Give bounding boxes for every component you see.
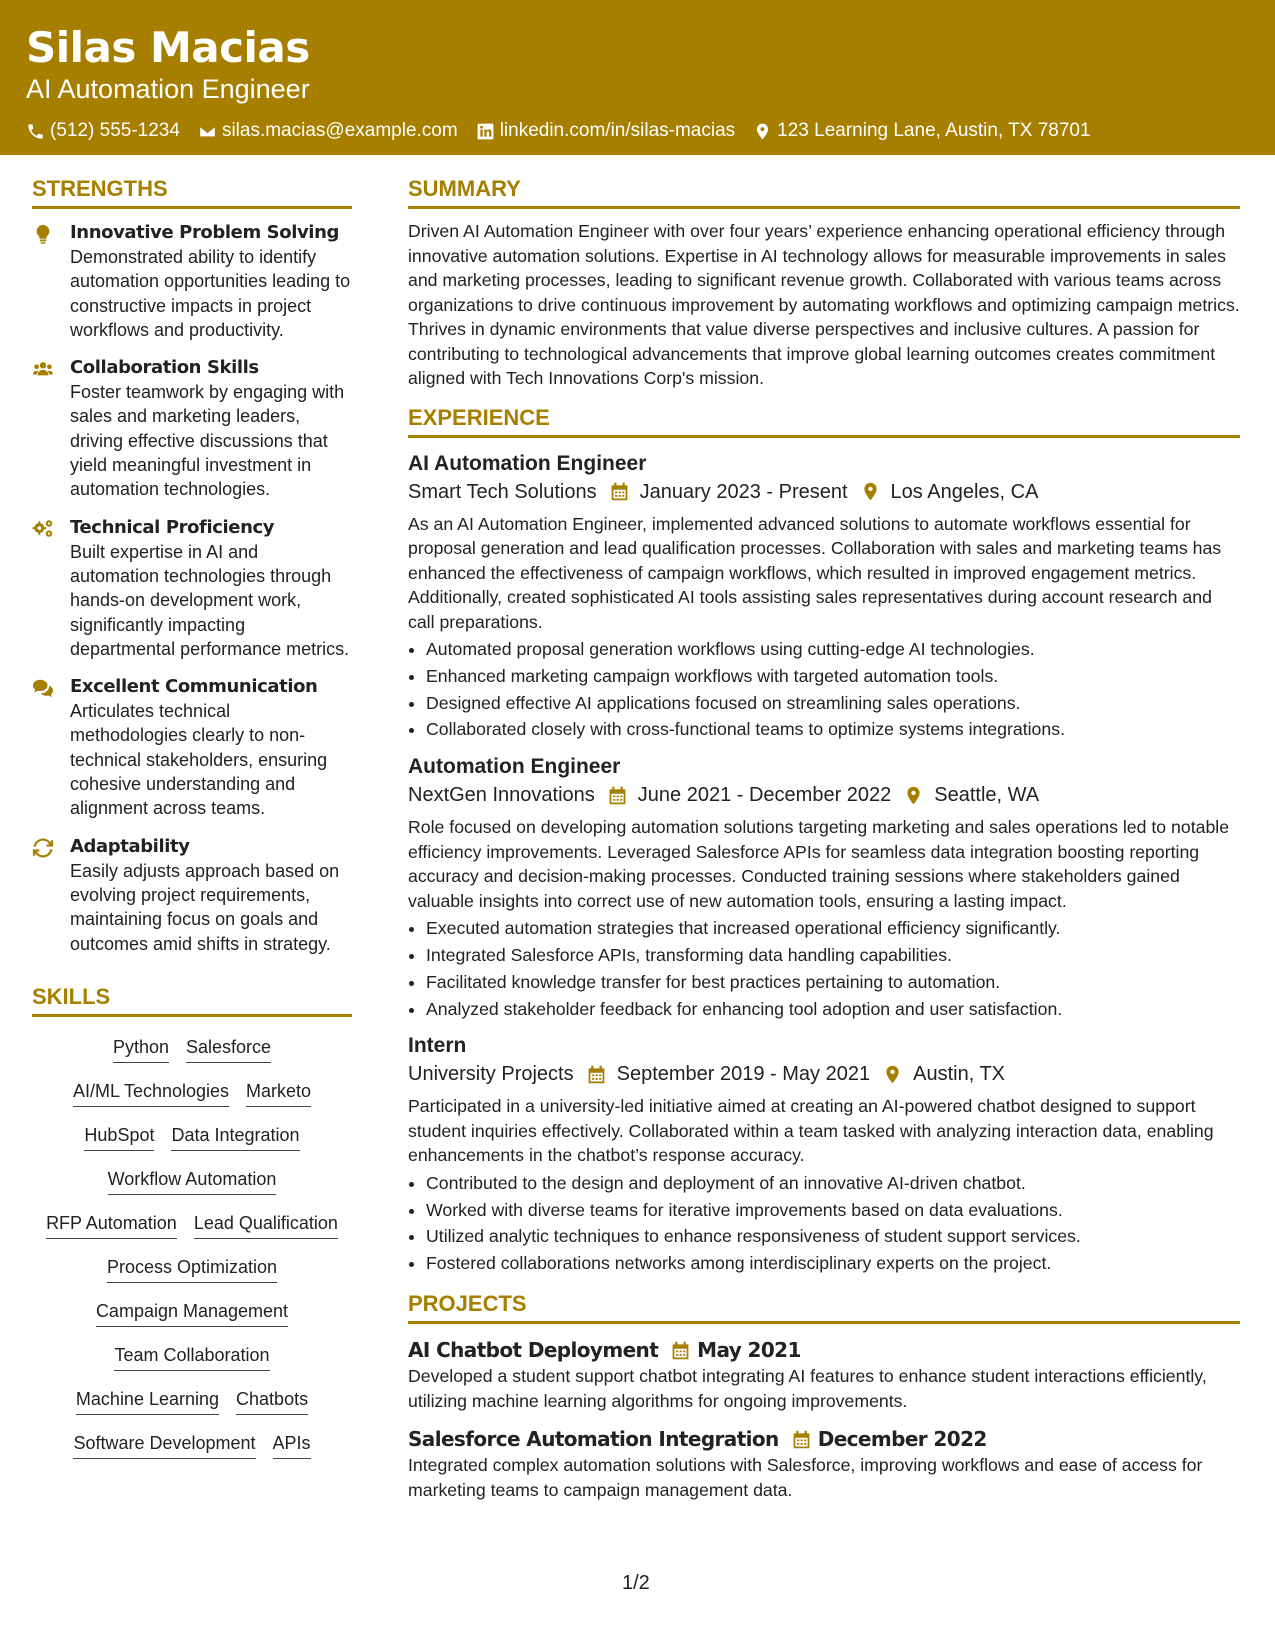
calendar-icon [670,1340,691,1361]
strength-title: Adaptability [70,835,190,857]
right-column [408,176,1240,1514]
list-item: • Contributed to the design and deployment of an innovative AI-driven chatbot. [426,1170,1240,1197]
strength-desc: Demonstrated ability to identify automation opportunities leading to constructive impacts in project workflows and productivity. [70,247,351,340]
job-company: Smart Tech Solutions [408,480,597,503]
job-meta [408,781,1240,809]
project-date: December 2022 [817,1427,987,1452]
skill-tag: Salesforce [186,1035,271,1063]
list-item: • Automated proposal generation workflows using cutting-edge AI technologies. [426,636,1240,663]
job-bullets [408,915,1240,1022]
strength-desc: Foster teamwork by engaging with sales and marketing leaders, driving effective discussions that yield meaningful investment in automation technologies. [70,382,345,500]
page-number: 1/2 [622,1572,650,1594]
job-bullets [408,636,1240,743]
calendar-icon [607,785,628,806]
job-dates: September 2019 - May 2021 [616,1063,871,1086]
users-icon [32,358,54,380]
strengths-heading: STRENGTHS [32,176,352,209]
list-item: • Enhanced marketing campaign workflows with targeted automation tools. [426,663,1240,690]
strength-item [32,356,352,501]
job-meta [408,478,1240,506]
skills-heading: SKILLS [32,984,352,1017]
candidate-title: AI Automation Engineer [26,74,310,104]
linkedin-icon [476,122,495,141]
list-item: • Collaborated closely with cross-functional teams to optimize systems integrations. [426,716,1240,743]
skill-tag: AI/ML Technologies [73,1079,229,1107]
skill-tag: APIs [273,1431,311,1459]
skill-tag: Data Integration [171,1123,299,1151]
contact-address [753,120,1090,142]
strength-desc: Articulates technical methodologies clearly to non-technical stakeholders, ensuring cohesive understanding and alignment across teams. [70,701,328,819]
job-desc: Participated in a university-led initiative aimed at creating an AI-powered chatbot designed to support student inquiries effectively. Collaborated within a team tasked with analyzing interaction data, enabling enhancements in the chatbot’s response accuracy. [408,1096,1214,1166]
skill-tag: HubSpot [84,1123,154,1151]
strength-title: Excellent Communication [70,676,318,698]
list-item: • Worked with diverse teams for iterative improvements based on data evaluations. [426,1197,1240,1224]
job-company: University Projects [408,1063,574,1086]
job-desc: As an AI Automation Engineer, implemented advanced solutions to automate workflows essential for proposal generation and lead qualification processes. Collaboration with sales and marketing teams has enhanced the effectiveness of campaign workflows, which resulted in improved engagement metrics. Additionally, created sophisticated AI tools assisting sales representatives during account research and call preparations. [408,513,1222,632]
list-item: • Integrated Salesforce APIs, transforming data handling capabilities. [426,942,1240,969]
lightbulb-icon [32,223,54,245]
summary-text: Driven AI Automation Engineer with over four years’ experience enhancing operational efficiency through innovative automation solutions. Expertise in AI technology allows for measurable improvements in sales and marketing processes, leading to significant revenue growth. Collaborated with various teams across organizations to drive continuous improvement by automating workflows and optimizing campaign metrics. Thrives in dynamic environments that value diverse perspectives and inclusive cultures. A passion for contributing to technological advancements that improve global learning outcomes creates commitment aligned with Tech Innovations Corp's mission. [408,221,1240,388]
phone-icon [26,122,45,141]
skill-tag: Lead Qualification [194,1211,338,1239]
list-item: • Designed effective AI applications focused on streamlining sales operations. [426,690,1240,717]
job-title: Automation Engineer [408,755,621,779]
job-meta [408,1060,1240,1088]
project-desc: Developed a student support chatbot integrating AI features to enhance student interactions efficiently, utilizing machine learning algorithms for ongoing improvements. [408,1366,1207,1411]
list-item: • Utilized analytic techniques to enhance responsiveness of student support services. [426,1223,1240,1250]
list-item: • Executed automation strategies that increased operational efficiency significantly. [426,915,1240,942]
envelope-icon [198,122,217,141]
calendar-icon [586,1064,607,1085]
comments-icon [32,677,54,699]
job-entry [408,1032,1240,1277]
skill-tag: Marketo [246,1079,311,1107]
candidate-name: Silas Macias [26,23,310,72]
contact-email-text[interactable]: silas.macias@example.com [221,120,458,141]
list-item: • Fostered collaborations networks among interdisciplinary experts on the project. [426,1250,1240,1277]
map-marker-icon [903,785,924,806]
job-title: AI Automation Engineer [408,451,647,475]
list-item: • Analyzed stakeholder feedback for enhancing tool adoption and user satisfaction. [426,996,1240,1023]
skill-tag: Chatbots [236,1387,308,1415]
project-title: Salesforce Automation Integration [408,1427,779,1452]
job-dates: January 2023 - Present [639,480,848,503]
job-location: Seattle, WA [934,784,1040,807]
strength-item [32,675,352,820]
project-desc: Integrated complex automation solutions with Salesforce, improving workflows and ease of access for marketing teams to campaign management data. [408,1455,1203,1500]
strength-item [32,835,352,956]
calendar-icon [609,481,630,502]
list-item: • Facilitated knowledge transfer for best practices pertaining to automation. [426,969,1240,996]
summary-heading: SUMMARY [408,176,1240,209]
project-head [408,1336,1240,1364]
left-column [32,176,352,1475]
strength-desc: Built expertise in AI and automation technologies through hands-on development work, significantly impacting departmental performance metrics. [70,541,350,659]
job-dates: June 2021 - December 2022 [637,784,892,807]
strength-title: Innovative Problem Solving [70,222,339,243]
map-marker-icon [860,481,881,502]
skill-tag: Team Collaboration [114,1343,269,1371]
sync-icon [32,837,54,859]
skill-tag: Workflow Automation [108,1167,277,1195]
job-title: Intern [408,1034,467,1058]
strength-item [32,516,352,661]
project-entry [408,1336,1240,1413]
job-company: NextGen Innovations [408,784,595,807]
job-location: Los Angeles, CA [890,480,1039,503]
contact-phone-text[interactable]: (512) 555-1234 [50,120,180,141]
project-entry [408,1425,1240,1502]
skill-tag: Machine Learning [76,1387,219,1415]
resume-header [0,0,1275,155]
calendar-icon [791,1429,812,1450]
job-entry [408,753,1240,1022]
strength-desc: Easily adjusts approach based on evolving project requirements, maintaining focus on goals and outcomes amid shifts in strategy. [70,860,340,954]
skill-tag: Campaign Management [96,1299,288,1327]
project-head [408,1425,1240,1453]
strength-item [32,221,352,342]
job-location: Austin, TX [913,1063,1006,1086]
skill-tag: RFP Automation [46,1211,177,1239]
skill-tag: Python [113,1035,169,1063]
job-entry [408,450,1240,744]
contact-address-text: 123 Learning Lane, Austin, TX 78701 [777,120,1091,141]
skill-tag: Software Development [73,1431,255,1459]
skill-tag: Process Optimization [107,1255,277,1283]
contact-linkedin-text[interactable]: linkedin.com/in/silas-macias [499,120,736,141]
contact-bar [26,120,1249,142]
projects-heading: PROJECTS [408,1291,1240,1324]
project-title: AI Chatbot Deployment [408,1338,659,1363]
contact-linkedin [476,120,735,142]
cogs-icon [32,518,54,540]
project-date: May 2021 [697,1338,801,1363]
experience-heading: EXPERIENCE [408,405,1240,438]
strength-title: Collaboration Skills [70,357,259,379]
skills-list [32,1031,352,1475]
job-desc: Role focused on developing automation solutions targeting marketing and sales operations led to notable efficiency improvements. Leveraged Salesforce APIs for seamless data integration boosting reporting accuracy and decision-making processes. Conducted training sessions where stakeholders gained valuable insights into correct use of new automation tools, ensuring a lasting impact. [408,817,1230,911]
strength-title: Technical Proficiency [70,516,275,538]
map-marker-icon [753,122,772,141]
map-marker-icon [882,1064,903,1085]
contact-email [198,120,458,142]
job-bullets [408,1170,1240,1277]
contact-phone [26,120,180,142]
